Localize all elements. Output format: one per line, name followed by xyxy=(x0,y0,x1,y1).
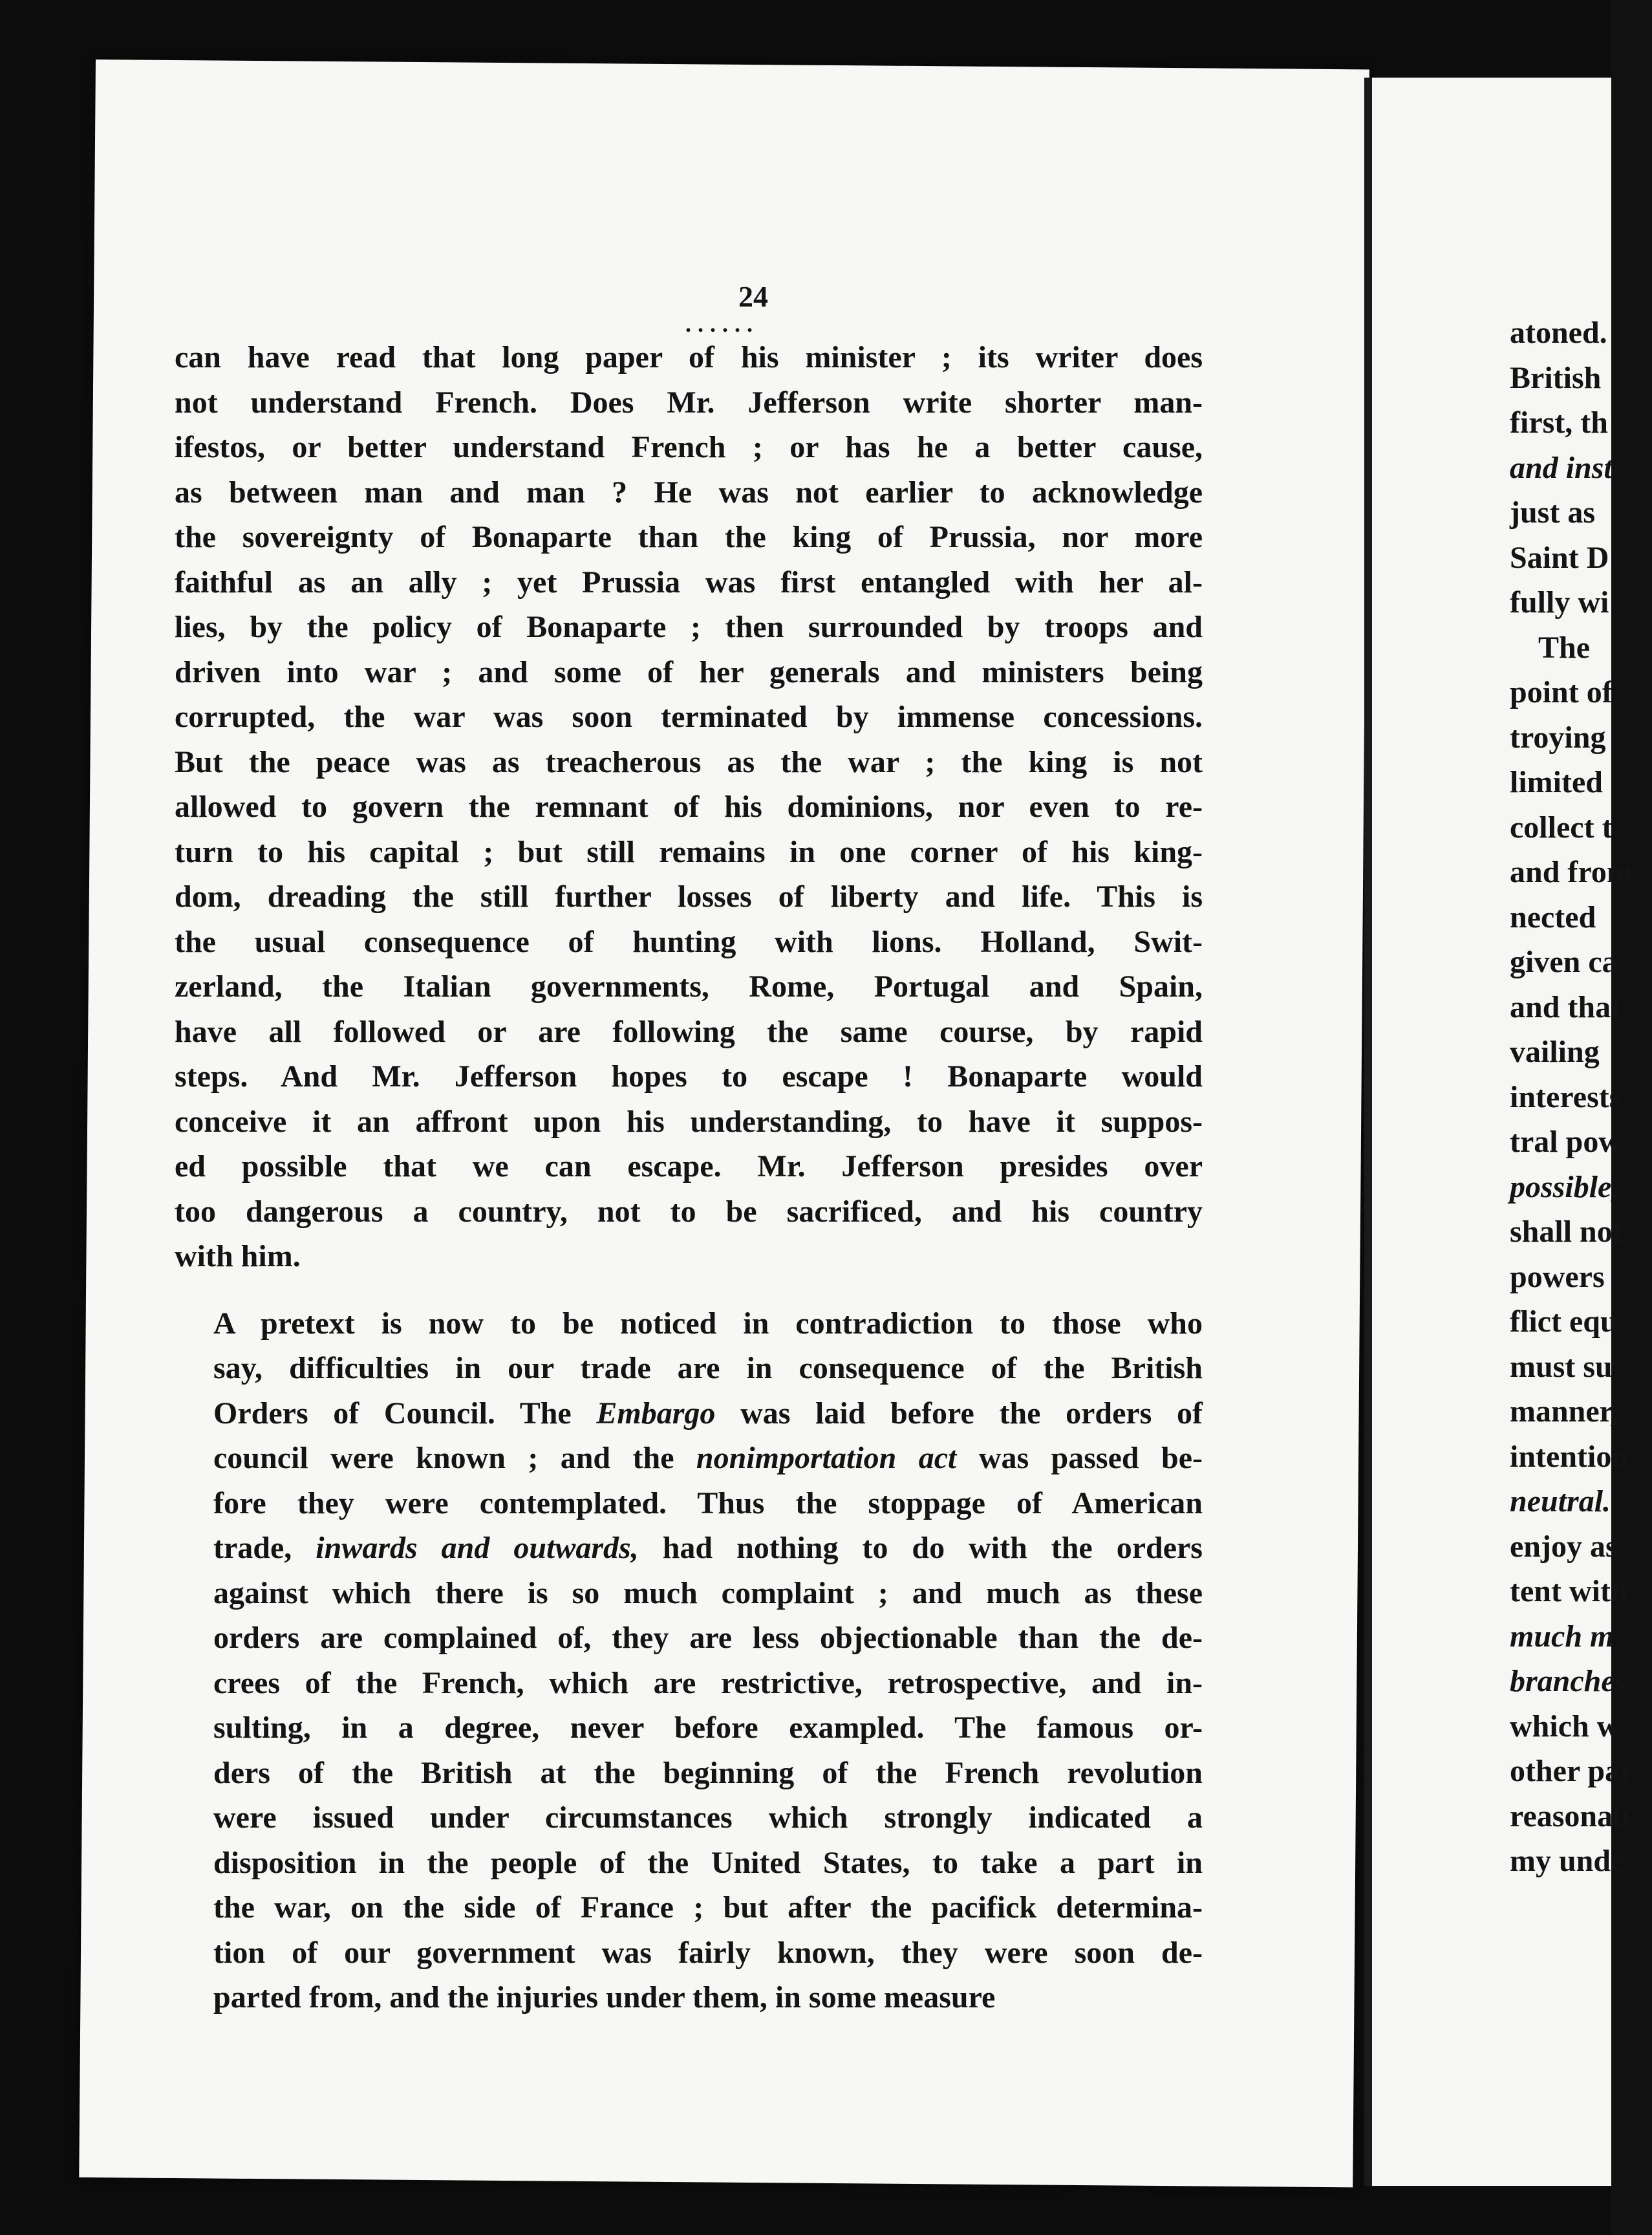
text-line: ed possible that we can escape. Mr. Jefferson presides over xyxy=(175,1149,1203,1183)
text-line: orders are complained of, they are less objectionable than the de- xyxy=(213,1621,1203,1655)
text-line: dom, dreading the still further losses of liberty and life. This is xyxy=(175,880,1203,914)
right-text-fragment: shall not xyxy=(1510,1215,1623,1249)
text-line: disposition in the people of the United States, to take a part in xyxy=(213,1845,1203,1880)
text-line: the usual consequence of hunting with lions. Holland, Swit- xyxy=(175,924,1203,959)
right-text-fragment: collect t xyxy=(1510,810,1613,845)
right-text-fragment: limited xyxy=(1510,765,1603,799)
right-text-fragment: flict equ xyxy=(1510,1304,1618,1339)
right-text-fragment: fully wi xyxy=(1510,585,1609,620)
left-page-text xyxy=(175,335,1203,2020)
right-text-fragment: vailing xyxy=(1510,1035,1600,1069)
text-line: Orders of Council. The Embargo was laid before the orders of xyxy=(213,1396,1203,1431)
italic-inwards-outwards: inwards and outwards, xyxy=(316,1531,639,1565)
right-text-fragment: much m xyxy=(1510,1619,1614,1654)
text-line: But the peace was as treacherous as the war ; the king is not xyxy=(175,744,1203,779)
text-line: corrupted, the war was soon terminated by immense concessions. xyxy=(175,700,1203,734)
right-text-fragment: interests xyxy=(1510,1079,1622,1114)
right-text-fragment: manner, xyxy=(1510,1394,1618,1429)
right-text-fragment: first, th xyxy=(1510,405,1608,440)
right-text-fragment: other par xyxy=(1510,1754,1635,1788)
right-text-fragment: British xyxy=(1510,360,1602,395)
text-line: sulting, in a degree, never before exampled. The famous or- xyxy=(213,1711,1203,1745)
text-line: as between man and man ? He was not earlier to acknowledge xyxy=(175,475,1203,510)
right-text-fragment: my unde xyxy=(1510,1844,1625,1878)
text-line: turn to his capital ; but still remains in one corner of his king- xyxy=(175,834,1203,869)
text-line: ders of the British at the beginning of the French revolution xyxy=(213,1755,1203,1790)
text-line: parted from, and the injuries under them, in some measure xyxy=(213,1980,996,2014)
text-line: council were known ; and the nonimportation act was passed be- xyxy=(213,1441,1203,1475)
text-line: driven into war ; and some of her generals and ministers being xyxy=(175,654,1203,689)
right-text-fragment: Saint D xyxy=(1510,540,1609,575)
page-number: 24 xyxy=(738,280,768,313)
text-line: not understand French. Does Mr. Jefferson write shorter man- xyxy=(175,385,1203,420)
right-text-fragment: enjoy as xyxy=(1510,1529,1618,1564)
right-text-fragment: reasonab xyxy=(1510,1798,1630,1833)
page-separator: ...... xyxy=(685,311,759,337)
text-line: too dangerous a country, not to be sacrificed, and his country xyxy=(175,1194,1203,1229)
right-text-fragment: and from xyxy=(1510,855,1633,889)
right-text-fragment: and inst xyxy=(1510,450,1613,485)
right-page-cropped-text xyxy=(1510,310,1652,1884)
text-line: the war, on the side of France ; but after the pacifick determina- xyxy=(213,1890,1203,1925)
right-text-fragment: powers xyxy=(1510,1259,1605,1294)
text-line: can have read that long paper of his minister ; its writer does xyxy=(175,340,1203,374)
book-gutter xyxy=(1364,78,1372,2186)
right-text-fragment: intention xyxy=(1510,1439,1629,1474)
right-text-fragment: troying xyxy=(1510,720,1606,755)
right-text-fragment: point of xyxy=(1510,675,1613,709)
right-text-fragment: given ca xyxy=(1510,945,1618,979)
text-line: say, difficulties in our trade are in consequence of the British xyxy=(213,1351,1203,1385)
text-line: have all followed or are following the same course, by rapid xyxy=(175,1014,1203,1049)
text-line: crees of the French, which are restrictive, retrospective, and in- xyxy=(213,1665,1203,1700)
paragraph-2 xyxy=(175,1301,1203,2020)
text-line: conceive it an affront upon his understanding, to have it suppos- xyxy=(175,1104,1203,1139)
right-text-fragment: must su xyxy=(1510,1349,1613,1384)
paragraph-1 xyxy=(175,335,1203,1279)
text-line: against which there is so much complaint ; and much as these xyxy=(213,1575,1203,1610)
text-line: trade, inwards and outwards, had nothing to do with the orders xyxy=(213,1531,1203,1565)
text-line: ifestos, or better understand French ; or has he a better cause, xyxy=(175,430,1203,464)
right-text-fragment: nected xyxy=(1510,900,1596,934)
italic-nonimportation-act: nonimportation act xyxy=(696,1441,957,1475)
text-line: faithful as an ally ; yet Prussia was first entangled with her al- xyxy=(175,565,1203,599)
right-text-fragment: neutral. xyxy=(1510,1484,1611,1518)
text-line: were issued under circumstances which strongly indicated a xyxy=(213,1800,1203,1835)
right-text-fragment: tral pow xyxy=(1510,1125,1621,1159)
right-text-fragment: and that xyxy=(1510,989,1622,1024)
text-line: with him. xyxy=(175,1239,301,1273)
text-line: A pretext is now to be noticed in contradiction to those who xyxy=(213,1306,1203,1341)
text-line: allowed to govern the remnant of his dominions, nor even to re- xyxy=(175,790,1203,824)
right-text-fragment: atoned. xyxy=(1510,316,1607,350)
text-line: tion of our government was fairly known, they were soon de- xyxy=(213,1935,1203,1970)
right-text-fragment: tent with xyxy=(1510,1574,1628,1608)
right-text-fragment: just as xyxy=(1510,495,1596,530)
right-text-fragment: possible, xyxy=(1510,1169,1620,1204)
right-text-fragment: which w xyxy=(1510,1709,1620,1744)
text-line: steps. And Mr. Jefferson hopes to escape ! Bonaparte would xyxy=(175,1059,1203,1094)
right-text-fragment: branches xyxy=(1510,1664,1627,1698)
text-line: fore they were contemplated. Thus the stoppage of American xyxy=(213,1485,1203,1520)
text-line: the sovereignty of Bonaparte than the king of Prussia, nor more xyxy=(175,520,1203,554)
italic-embargo: Embargo xyxy=(596,1396,716,1431)
right-text-fragment: The xyxy=(1538,630,1591,665)
text-line: zerland, the Italian governments, Rome, Portugal and Spain, xyxy=(175,969,1203,1004)
text-line: lies, by the policy of Bonaparte ; then surrounded by troops and xyxy=(175,610,1203,644)
